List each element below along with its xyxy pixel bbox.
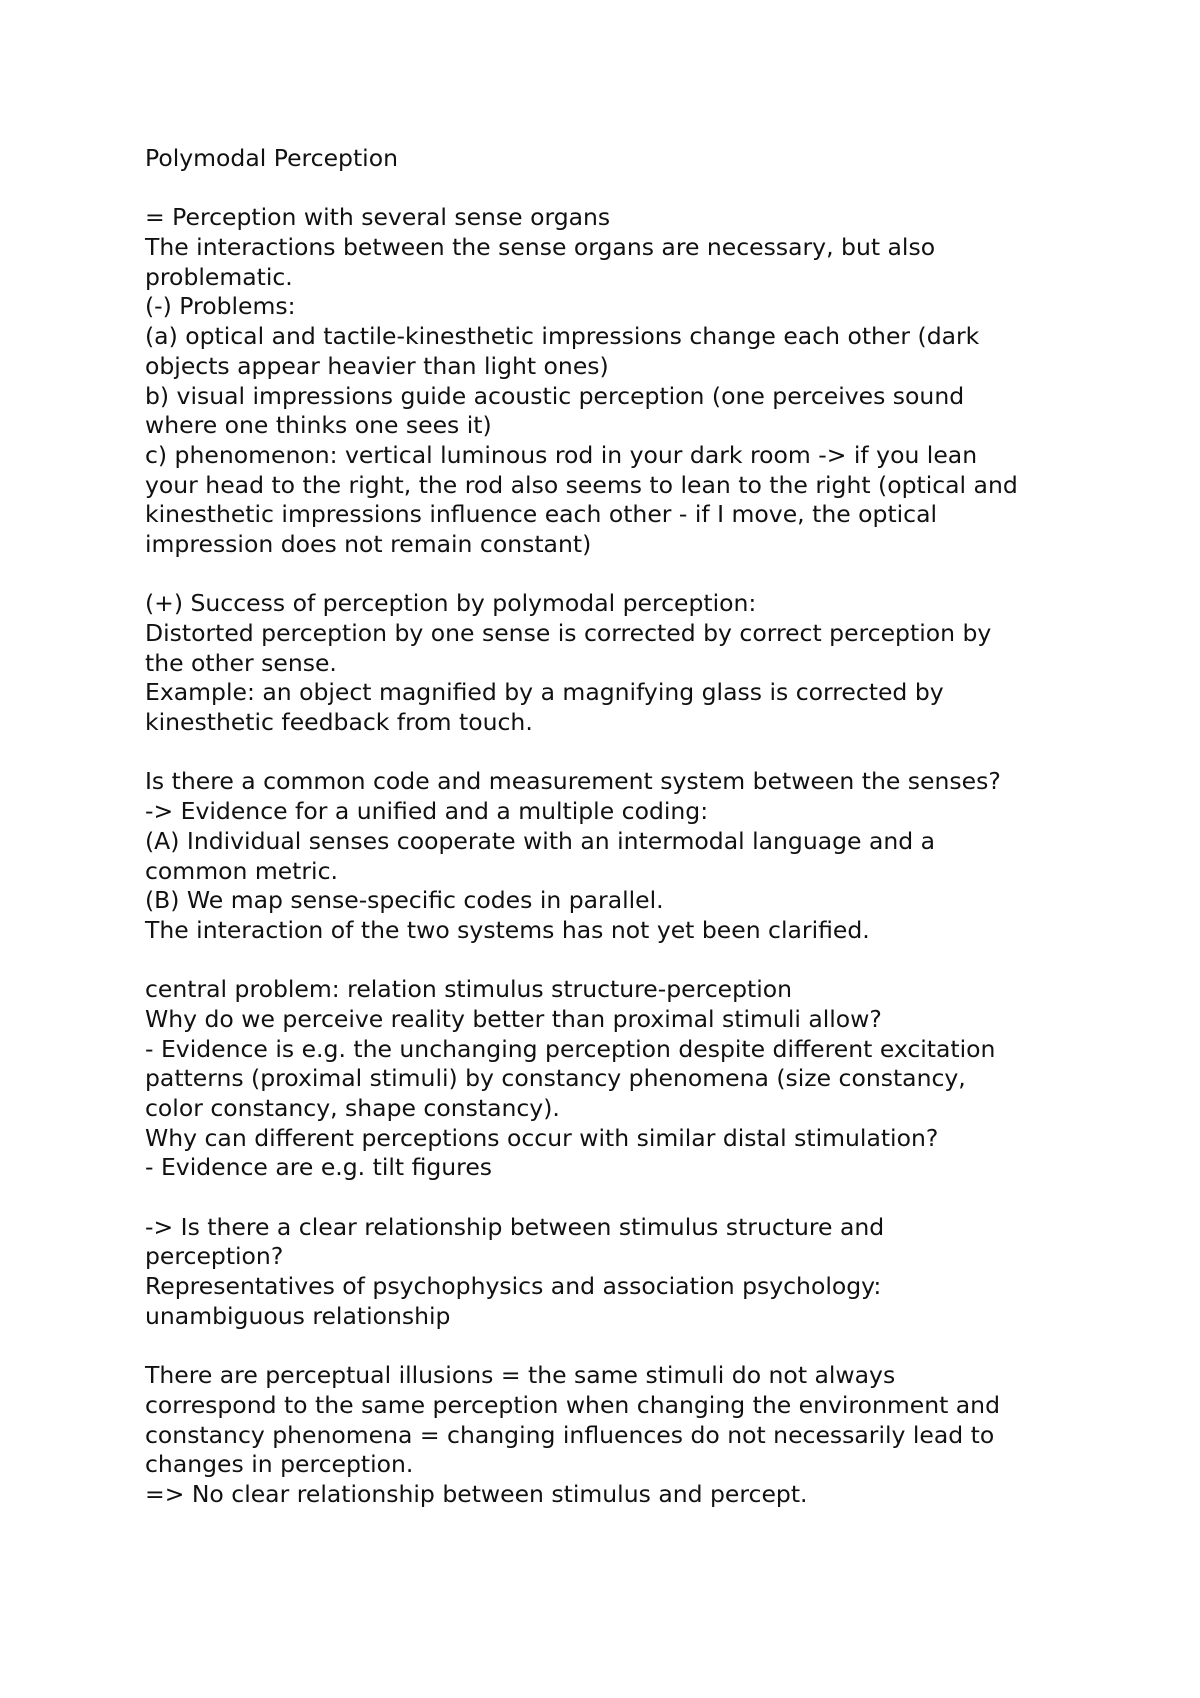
text-line: correspond to the same perception when changing the environment and	[145, 1390, 1000, 1419]
text-line: problematic.	[145, 262, 293, 291]
text-line: unambiguous relationship	[145, 1301, 451, 1330]
blank-line	[145, 560, 1105, 590]
text-line: - Evidence are e.g. tilt figures	[145, 1153, 493, 1182]
text-line: => No clear relationship between stimulus and percept.	[145, 1479, 808, 1508]
text-line: changes in perception.	[145, 1450, 414, 1479]
text-line: Why do we perceive reality better than proximal stimuli allow?	[145, 1004, 882, 1033]
blank-line	[145, 738, 1105, 768]
text-line: where one thinks one sees it)	[145, 411, 492, 440]
text-line: = Perception with several sense organs	[145, 203, 611, 232]
text-line: Example: an object magnified by a magnifying glass is corrected by	[145, 678, 944, 707]
text-line: Is there a common code and measurement system between the senses?	[145, 767, 1001, 796]
text-line: (+) Success of perception by polymodal perception:	[145, 589, 757, 618]
text-line: (B) We map sense-specific codes in parallel.	[145, 886, 664, 915]
text-line: the other sense.	[145, 648, 337, 677]
text-line: Distorted perception by one sense is corrected by correct perception by	[145, 619, 992, 647]
section-central-problem	[145, 975, 1105, 1183]
blank-line	[145, 1183, 1105, 1213]
text-line: objects appear heavier than light ones)	[145, 351, 609, 380]
section-clear-relationship	[145, 1213, 1105, 1332]
text-line: color constancy, shape constancy).	[145, 1094, 560, 1122]
section-polymodal-success	[145, 589, 1105, 737]
text-line: The interaction of the two systems has not yet been clarified.	[145, 915, 870, 944]
blank-line	[145, 174, 1105, 204]
section-common-code	[145, 767, 1105, 945]
text-line: -> Evidence for a unified and a multiple coding:	[145, 797, 709, 826]
text-line: constancy phenomena = changing influences do not necessarily lead to	[145, 1420, 995, 1449]
text-line: kinesthetic feedback from touch.	[145, 708, 533, 737]
text-line: There are perceptual illusions = the same stimuli do not always	[145, 1361, 896, 1390]
blank-line	[145, 946, 1105, 976]
blank-line	[145, 1332, 1105, 1362]
text-line: common metric.	[145, 856, 338, 885]
text-line: patterns (proximal stimuli) by constancy phenomena (size constancy,	[145, 1064, 966, 1093]
document-body	[145, 144, 1105, 1510]
text-line: your head to the right, the rod also seems to lean to the right (optical and	[145, 470, 1018, 499]
text-line: (A) Individual senses cooperate with an intermodal language and a	[145, 826, 936, 855]
text-line: -> Is there a clear relationship between stimulus structure and	[145, 1212, 885, 1241]
text-line: b) visual impressions guide acoustic perception (one perceives sound	[145, 381, 965, 410]
section-polymodal-problems	[145, 203, 1105, 559]
text-line: impression does not remain constant)	[145, 529, 592, 558]
text-line: c) phenomenon: vertical luminous rod in your dark room -> if you lean	[145, 440, 978, 469]
text-line: Why can different perceptions occur with similar distal stimulation?	[145, 1123, 939, 1152]
section-perceptual-illusions	[145, 1361, 1105, 1509]
text-line: - Evidence is e.g. the unchanging perception despite different excitation	[145, 1034, 996, 1063]
text-line: central problem: relation stimulus structure-perception	[145, 975, 793, 1004]
document-title: Polymodal Perception	[145, 144, 398, 172]
text-line: (-) Problems:	[145, 292, 296, 321]
text-line: (a) optical and tactile-kinesthetic impressions change each other (dark	[145, 322, 980, 351]
text-line: perception?	[145, 1242, 284, 1271]
text-line: Representatives of psychophysics and association psychology:	[145, 1272, 882, 1301]
text-line: kinesthetic impressions influence each other - if I move, the optical	[145, 500, 938, 529]
text-line: The interactions between the sense organs are necessary, but also	[145, 233, 936, 262]
